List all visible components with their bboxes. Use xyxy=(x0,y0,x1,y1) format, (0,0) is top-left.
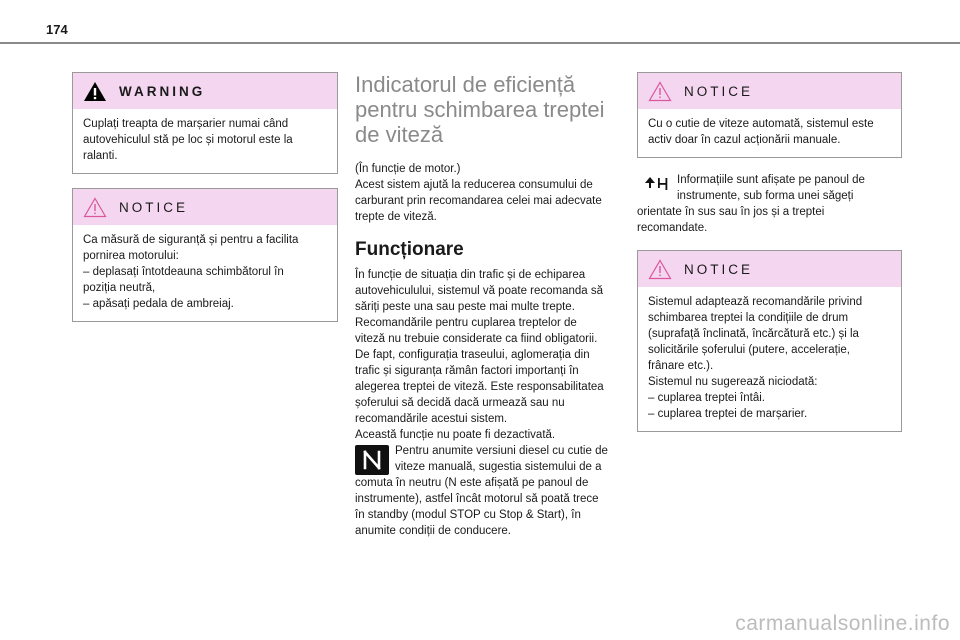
text-line: (suprafață înclinată, încărcătură etc.) și la xyxy=(648,328,859,340)
neutral-gear-note xyxy=(355,443,618,475)
text-line: săriți peste una sau peste mai multe trepte. xyxy=(355,301,575,313)
warning-triangle-icon xyxy=(83,81,107,102)
text-line: activ doar în cazul acționării manuale. xyxy=(648,134,841,146)
text-line: Ca măsură de siguranță și pentru a facilita xyxy=(83,234,299,246)
neutral-gear-note-continued xyxy=(355,475,618,539)
warning-box xyxy=(72,72,338,174)
text-line: recomandate. xyxy=(637,222,708,234)
text-line: – cuplarea treptei de marșarier. xyxy=(648,408,808,420)
text-line: orientate în sus sau în jos și a treptei xyxy=(637,206,825,218)
title-line: pentru schimbarea treptei xyxy=(355,97,605,122)
text-line: șoferului să decidă dacă urmează sau nu xyxy=(355,397,565,409)
notice-triangle-icon xyxy=(648,259,672,280)
notice-header xyxy=(638,251,901,287)
text-line: De fapt, configurația traseului, aglomerația din xyxy=(355,349,590,361)
text-line: Pentru anumite versiuni diesel cu cutie de xyxy=(395,445,608,457)
text-line: alegerea treptei de viteză. Este responsabilitatea xyxy=(355,381,604,393)
text-line: Cu o cutie de viteze automată, sistemul este xyxy=(648,118,874,130)
text-line: – apăsați pedala de ambreiaj. xyxy=(83,298,234,310)
text-line: Sistemul adaptează recomandările privind xyxy=(648,296,863,308)
text-line: autovehiculul stă pe loc și motorul este la xyxy=(83,134,293,146)
text-line: – cuplarea treptei întâi. xyxy=(648,392,765,404)
body-paragraph xyxy=(355,267,618,443)
text-line: Recomandările pentru cuplarea treptelor de xyxy=(355,317,577,329)
text-line: (În funcție de motor.) xyxy=(355,163,461,175)
text-line: viteze manuală, sugestia sistemului de a xyxy=(395,461,602,473)
intro-paragraph xyxy=(355,161,618,225)
text-line: trafic și siguranța rămân factori importanți în xyxy=(355,365,579,377)
text-line: În funcție de situația din trafic și de echiparea xyxy=(355,269,586,281)
text-line: Sistemul nu sugerează niciodată: xyxy=(648,376,818,388)
text-line: comuta în neutru (N este afișată pe panoul de xyxy=(355,477,589,489)
notice-header xyxy=(73,189,337,225)
text-line: în standby (modul STOP cu Stop & Start), în xyxy=(355,509,581,521)
text-line: Această funcție nu poate fi dezactivată. xyxy=(355,429,556,441)
left-column xyxy=(72,72,338,336)
text-line: pornirea motorului: xyxy=(83,250,179,262)
text-line: instrumente), astfel încât motorul să poată trece xyxy=(355,493,599,505)
text-line: Cuplați treapta de marșarier numai când xyxy=(83,118,289,130)
notice-box xyxy=(637,250,902,432)
gear-display-info xyxy=(637,172,902,236)
notice-triangle-icon xyxy=(648,81,672,102)
text-line: carburant prin recomandarea celei mai adecvate xyxy=(355,195,602,207)
middle-column xyxy=(355,72,618,539)
notice-box xyxy=(72,188,338,322)
text-line: recomandările acestui sistem. xyxy=(355,413,508,425)
notice-triangle-icon xyxy=(83,197,107,218)
page-number: 174 xyxy=(46,22,68,37)
section-title xyxy=(355,72,618,147)
text-line: poziția neutră, xyxy=(83,282,156,294)
warning-text xyxy=(73,109,337,173)
notice-text xyxy=(638,287,901,431)
subheading: Funcționare xyxy=(355,239,464,260)
right-column xyxy=(637,72,902,446)
text-line: solicitările șoferului (putere, accelerație, xyxy=(648,344,850,356)
neutral-gear-icon xyxy=(355,445,389,475)
text-line: schimbarea treptei la condițiile de drum xyxy=(648,312,849,324)
text-line: Acest sistem ajută la reducerea consumului de xyxy=(355,179,593,191)
notice-text xyxy=(73,225,337,321)
text-line: frânare etc.). xyxy=(648,360,714,372)
text-line: viteză nu trebuie considerate ca fiind obligatorii. xyxy=(355,333,598,345)
notice-text xyxy=(638,109,901,157)
text-line: instrumente, sub forma unei săgeți xyxy=(677,190,854,202)
header-divider xyxy=(0,42,960,44)
text-line: trepte de viteză. xyxy=(355,211,437,223)
text-line: autovehiculului, sistemul vă poate recomanda să xyxy=(355,285,604,297)
notice-label: NOTICE xyxy=(119,199,189,215)
text-line: Informațiile sunt afișate pe panoul de xyxy=(677,174,865,186)
notice-label: NOTICE xyxy=(684,83,754,99)
text-line: anumite condiții de conducere. xyxy=(355,525,511,537)
notice-box xyxy=(637,72,902,158)
gear-shift-arrow-icon xyxy=(641,174,671,192)
notice-label: NOTICE xyxy=(684,261,754,277)
title-line: Indicatorul de eficiență xyxy=(355,72,576,97)
warning-label: WARNING xyxy=(119,83,206,99)
title-line: de viteză xyxy=(355,122,444,147)
warning-header xyxy=(73,73,337,109)
text-line: ralanti. xyxy=(83,150,118,162)
notice-header xyxy=(638,73,901,109)
text-line: – deplasați întotdeauna schimbătorul în xyxy=(83,266,284,278)
watermark: carmanualsonline.info xyxy=(735,612,950,635)
